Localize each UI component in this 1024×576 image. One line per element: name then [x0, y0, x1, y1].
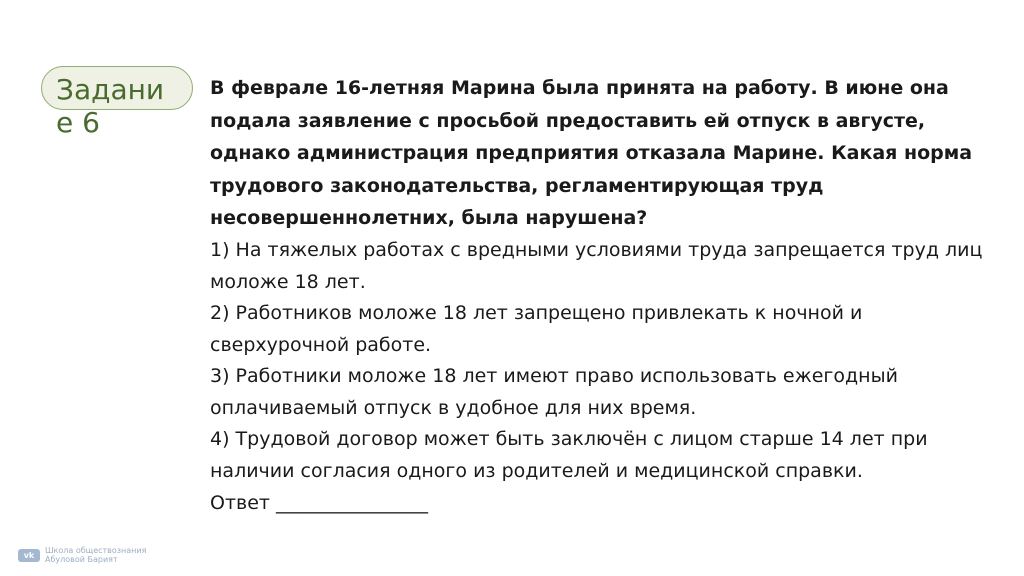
answer-options-list	[210, 235, 990, 487]
footer-line-1: Школа обществознания	[45, 546, 147, 555]
option-4: 4) Трудовой договор может быть заключён с лицом старше 14 лет при наличии согласия одного из родителей и медицинской справки.	[210, 428, 928, 482]
option-1: 1) На тяжелых работах с вредными условиями труда запрещается труд лиц моложе 18 лет.	[210, 239, 983, 293]
answer-field: Ответ ________________	[210, 492, 429, 514]
option-3: 3) Работники моложе 18 лет имеют право использовать ежегодный оплачиваемый отпуск в удобное для них время.	[210, 365, 898, 419]
footer-line-2: Абуловой Барият	[45, 555, 118, 564]
footer-school-name	[45, 546, 146, 564]
task-label: Задание 6	[56, 73, 165, 139]
footer-logo	[18, 546, 146, 564]
vk-icon: vk	[18, 549, 40, 562]
option-2: 2) Работников моложе 18 лет запрещено привлекать к ночной и сверхурочной работе.	[210, 302, 863, 356]
question-text: В феврале 16-летняя Марина была принята на работу. В июне она подала заявление с просьбой предоставить ей отпуск в августе, однако администрация предприятия отказала Марине. Какая норма трудового законодательства, регламентирующая труд несовершеннолетних, была нарушена?	[210, 77, 973, 229]
